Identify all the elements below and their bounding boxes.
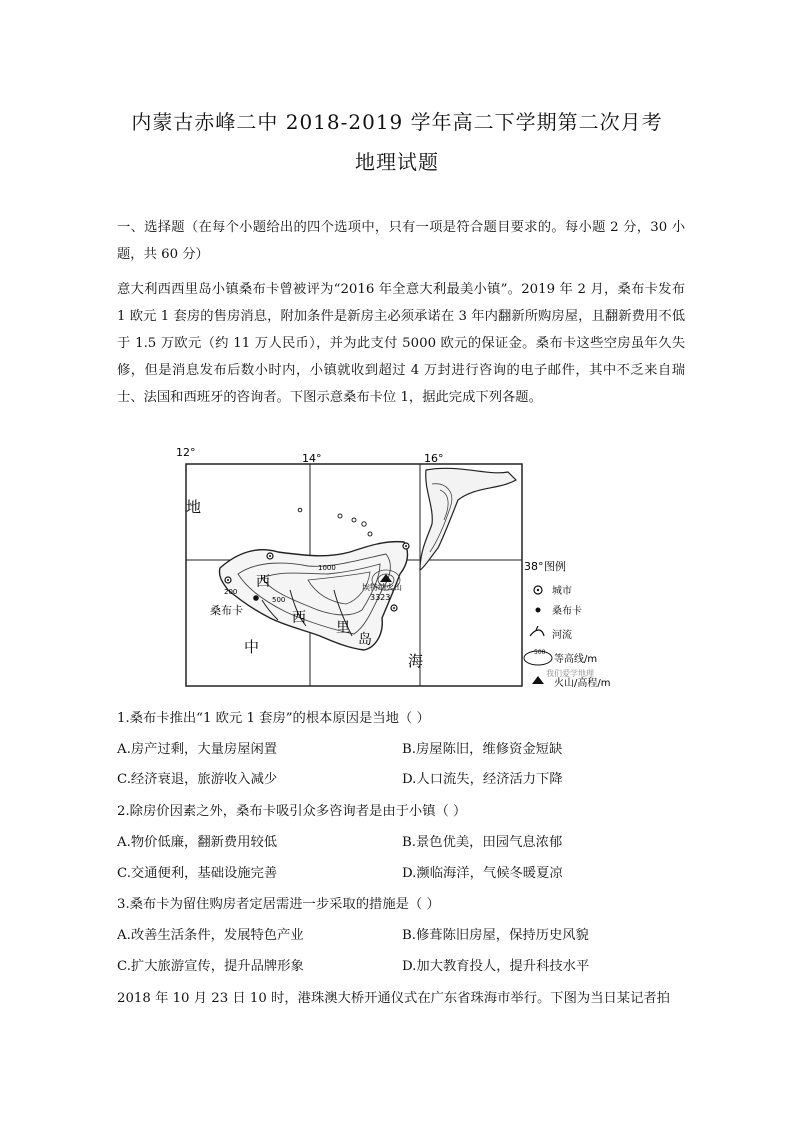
legend-contour-sample: 500 xyxy=(534,649,546,656)
lon-label-14: 14° xyxy=(302,452,322,465)
question-1-stem: 1.桑布卡推出“1 欧元 1 套房”的根本原因是当地（ ） xyxy=(117,711,430,726)
label-hai: 海 xyxy=(408,652,424,670)
question-3-option-b: B.修葺陈旧房屋，保持历史风貌 xyxy=(402,928,589,943)
label-xi-2: 西 xyxy=(292,610,306,626)
legend-river: 河流 xyxy=(552,630,572,641)
next-passage-text: 2018 年 10 月 23 日 10 时，港珠澳大桥开通仪式在广东省珠海市举行。下图为当日某记者拍 xyxy=(117,991,670,1006)
lon-label-12: 12° xyxy=(176,446,196,459)
sambuca-marker xyxy=(253,595,259,601)
question-1-option-a: A.房产过剩，大量房屋闲置 xyxy=(117,742,278,757)
exam-title: 内蒙古赤峰二中 2018-2019 学年高二下学期第二次月考 xyxy=(131,110,663,134)
legend-title: 图例 xyxy=(544,560,566,573)
question-3-option-c: C.扩大旅游宣传，提升品牌形象 xyxy=(117,959,304,974)
question-2-option-a: A.物价低廉，翻新费用较低 xyxy=(117,835,278,850)
passage-text: 意大利西西里岛小镇桑布卡曾被评为“2016 年全意大利最美小镇”。2019 年 2 月，桑布卡发布 1 欧元 1 套房的售房消息，附加条件是新房主必须承诺在 3 年内翻新所购房屋，且翻新费用不低于 1.5 万欧元（约 11 万人民币），并为此支付 5000 欧元的保证金。桑布卡这些空房虽年久失修，但是消息发布后数小时内，小镇就收到超过 4 万封进行咨询的电子邮件，其中不乏来自瑞士、法国和西班牙的咨询者。下图示意桑布卡位 1，据此完成下列各题。 xyxy=(117,282,685,405)
sicily-map xyxy=(158,440,638,692)
question-2-option-b: B.景色优美，田园气息浓郁 xyxy=(402,835,563,850)
contour-label-200: 200 xyxy=(224,588,238,596)
legend-contour: 等高线/m xyxy=(554,654,598,665)
lon-label-16: 16° xyxy=(424,452,444,465)
question-2-option-d: D.濒临海洋，气候冬暖夏凉 xyxy=(402,866,563,881)
label-sambuca: 桑布卡 xyxy=(210,604,243,617)
question-1-option-c: C.经济衰退，旅游收入减少 xyxy=(117,772,278,787)
label-etna-height: 3323 xyxy=(370,593,391,602)
label-di: 地 xyxy=(186,498,202,516)
label-xi-1: 西 xyxy=(256,574,270,590)
legend-city: 城市 xyxy=(552,586,572,597)
lat-label-38: 38° xyxy=(524,560,544,573)
question-3-option-d: D.加大教育投人，提升科技水平 xyxy=(402,959,590,974)
question-2-stem: 2.除房价因素之外，桑布卡吸引众多咨询者是由于小镇（ ） xyxy=(117,804,467,819)
question-1-option-b: B.房屋陈旧，维修资金短缺 xyxy=(402,742,563,757)
label-li: 里 xyxy=(336,620,350,636)
label-dao: 岛 xyxy=(358,632,372,648)
legend-sambuca: 桑布卡 xyxy=(552,606,582,617)
question-3-stem: 3.桑布卡为留住购房者定居需进一步采取的措施是（ ） xyxy=(117,897,440,912)
question-3-option-a: A.改善生活条件，发展特色产业 xyxy=(117,928,304,943)
label-zhong: 中 xyxy=(244,638,260,656)
question-1-option-d: D.人口流失，经济活力下降 xyxy=(402,772,563,787)
legend-volcano: 火山/高程/m xyxy=(554,678,611,689)
section-heading: 一、选择题（在每个小题给出的四个选项中，只有一项是符合题目要求的。每小题 2 分，30 小题，共 60 分） xyxy=(117,220,685,262)
exam-subject: 地理试题 xyxy=(355,150,439,174)
contour-label-1000: 1000 xyxy=(318,564,336,572)
map-watermark: 我们爱学地理 xyxy=(546,669,594,678)
question-2-option-c: C.交通便利，基础设施完善 xyxy=(117,866,278,881)
contour-label-500: 500 xyxy=(272,596,286,604)
label-etna: 埃特纳火山 xyxy=(362,583,402,592)
map-legend xyxy=(524,559,610,689)
